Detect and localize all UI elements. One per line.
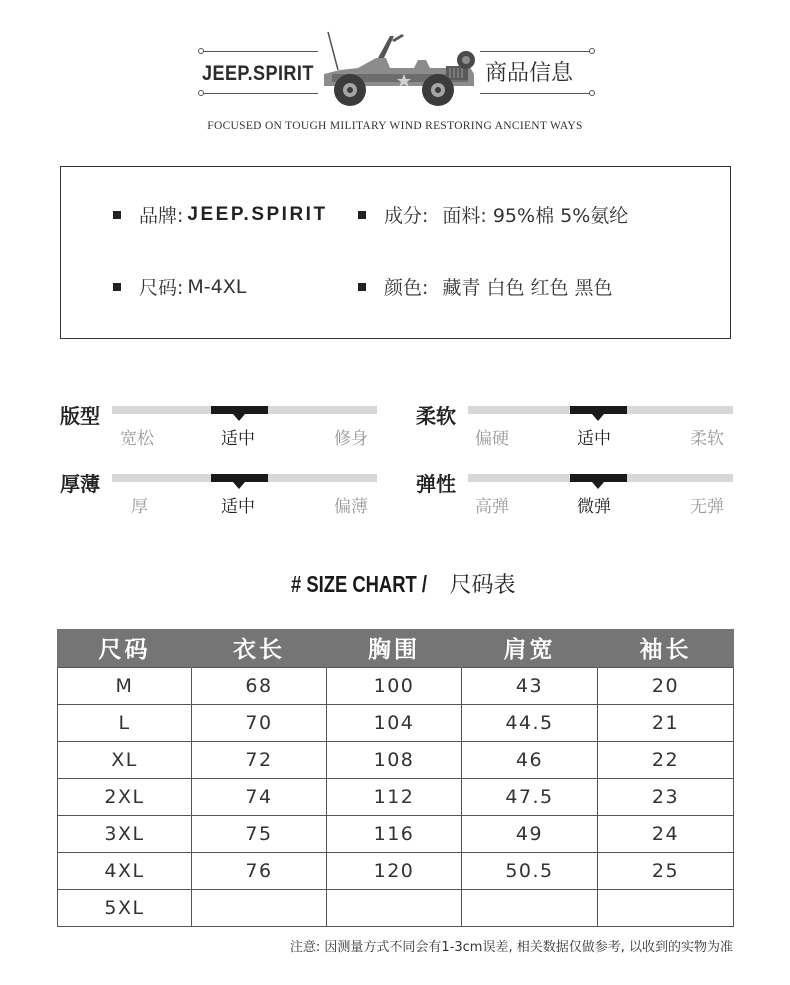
slider-option-selected: 适中 <box>577 429 611 449</box>
slider-indicator <box>570 406 627 414</box>
table-cell: 76 <box>192 852 327 889</box>
table-cell: 104 <box>327 704 462 741</box>
table-cell <box>462 889 598 926</box>
table-cell: M <box>58 667 192 704</box>
size-chart-heading-en: # SIZE CHART / <box>291 571 428 597</box>
product-info-box <box>60 166 731 339</box>
table-cell: 49 <box>462 815 598 852</box>
info-size-value: M-4XL <box>187 275 247 298</box>
table-cell: 4XL <box>58 852 192 889</box>
slider-indicator <box>211 474 268 482</box>
table-cell: L <box>58 704 192 741</box>
slider-softness <box>416 400 736 460</box>
slider-option: 修身 <box>334 429 368 449</box>
table-cell: 116 <box>327 815 462 852</box>
table-row <box>58 852 734 889</box>
size-table <box>57 629 734 927</box>
table-cell: 108 <box>327 741 462 778</box>
slider-pointer-icon <box>592 482 604 489</box>
table-header-row <box>58 629 734 667</box>
size-chart-heading-cn: 尺码表 <box>449 573 516 598</box>
slider-elasticity <box>416 468 736 528</box>
slider-option: 偏硬 <box>475 429 509 449</box>
col-header-length: 衣长 <box>192 629 327 667</box>
table-cell: 3XL <box>58 815 192 852</box>
slider-option: 偏薄 <box>334 497 368 517</box>
slider-option-selected: 适中 <box>221 429 255 449</box>
table-cell: 22 <box>598 741 734 778</box>
table-cell: 44.5 <box>462 704 598 741</box>
info-size <box>113 273 246 300</box>
info-brand-value: JEEP.SPIRIT <box>187 203 328 225</box>
header-line <box>203 51 318 52</box>
slider-title: 弹性 <box>416 472 456 496</box>
table-cell: 43 <box>462 667 598 704</box>
table-cell: 70 <box>192 704 327 741</box>
table-row <box>58 704 734 741</box>
slider-option: 高弹 <box>475 497 509 517</box>
table-cell <box>327 889 462 926</box>
info-color-value: 藏青 白色 红色 黑色 <box>442 277 613 299</box>
slider-option: 厚 <box>131 497 148 517</box>
col-header-size: 尺码 <box>58 629 192 667</box>
slider-title: 版型 <box>60 404 100 428</box>
table-row <box>58 741 734 778</box>
header-line <box>480 51 592 52</box>
bullet-icon <box>113 211 121 219</box>
slider-pointer-icon <box>233 414 245 421</box>
table-row <box>58 667 734 704</box>
slider-indicator <box>211 406 268 414</box>
measurement-note: 注意: 因测量方式不同会有1-3cm误差, 相关数据仅做参考, 以收到的实物为准 <box>289 940 733 955</box>
info-color <box>358 273 613 300</box>
col-header-sleeve: 袖长 <box>598 629 734 667</box>
info-material-key: 成分: <box>384 205 429 227</box>
slider-pointer-icon <box>592 414 604 421</box>
table-cell: 68 <box>192 667 327 704</box>
table-cell: 120 <box>327 852 462 889</box>
slider-fit <box>60 400 380 460</box>
info-material <box>358 201 628 228</box>
header <box>0 0 790 140</box>
table-cell: 112 <box>327 778 462 815</box>
table-cell: 75 <box>192 815 327 852</box>
table-cell: 21 <box>598 704 734 741</box>
table-cell: 100 <box>327 667 462 704</box>
header-dot <box>589 90 595 96</box>
bullet-icon <box>358 283 366 291</box>
table-cell: 47.5 <box>462 778 598 815</box>
col-header-shoulder: 肩宽 <box>462 629 598 667</box>
section-title: 商品信息 <box>485 61 574 86</box>
table-cell: 46 <box>462 741 598 778</box>
table-cell <box>598 889 734 926</box>
info-color-key: 颜色: <box>384 277 429 299</box>
table-cell: 24 <box>598 815 734 852</box>
header-dot <box>589 48 595 54</box>
slider-option: 宽松 <box>120 429 154 449</box>
info-brand <box>113 201 328 228</box>
brand-logo: JEEP.SPIRIT <box>202 62 314 85</box>
table-cell: XL <box>58 741 192 778</box>
col-header-chest: 胸围 <box>327 629 462 667</box>
slider-option-selected: 适中 <box>221 497 255 517</box>
bullet-icon <box>113 283 121 291</box>
slider-thickness <box>60 468 380 528</box>
slider-option: 无弹 <box>690 497 724 517</box>
table-row <box>58 889 734 926</box>
tagline: FOCUSED ON TOUGH MILITARY WIND RESTORING ANCIENT WAYS <box>207 120 583 132</box>
table-cell <box>192 889 327 926</box>
slider-title: 厚薄 <box>60 472 100 496</box>
table-row <box>58 815 734 852</box>
jeep-icon <box>318 30 480 108</box>
info-brand-key: 品牌: <box>139 205 184 227</box>
header-dot <box>198 48 204 54</box>
table-cell: 20 <box>598 667 734 704</box>
slider-indicator <box>570 474 627 482</box>
table-cell: 25 <box>598 852 734 889</box>
slider-option: 柔软 <box>690 429 724 449</box>
header-dot <box>198 90 204 96</box>
header-line <box>203 93 318 94</box>
table-cell: 50.5 <box>462 852 598 889</box>
slider-title: 柔软 <box>416 404 456 428</box>
table-row <box>58 778 734 815</box>
info-size-key: 尺码: <box>139 277 184 299</box>
slider-option-selected: 微弹 <box>577 497 611 517</box>
slider-pointer-icon <box>233 482 245 489</box>
table-cell: 2XL <box>58 778 192 815</box>
header-line <box>480 93 592 94</box>
info-material-value: 面料: 95%棉 5%氨纶 <box>442 205 629 227</box>
bullet-icon <box>358 211 366 219</box>
table-cell: 5XL <box>58 889 192 926</box>
table-cell: 72 <box>192 741 327 778</box>
table-cell: 74 <box>192 778 327 815</box>
table-cell: 23 <box>598 778 734 815</box>
size-chart-heading <box>0 568 790 599</box>
